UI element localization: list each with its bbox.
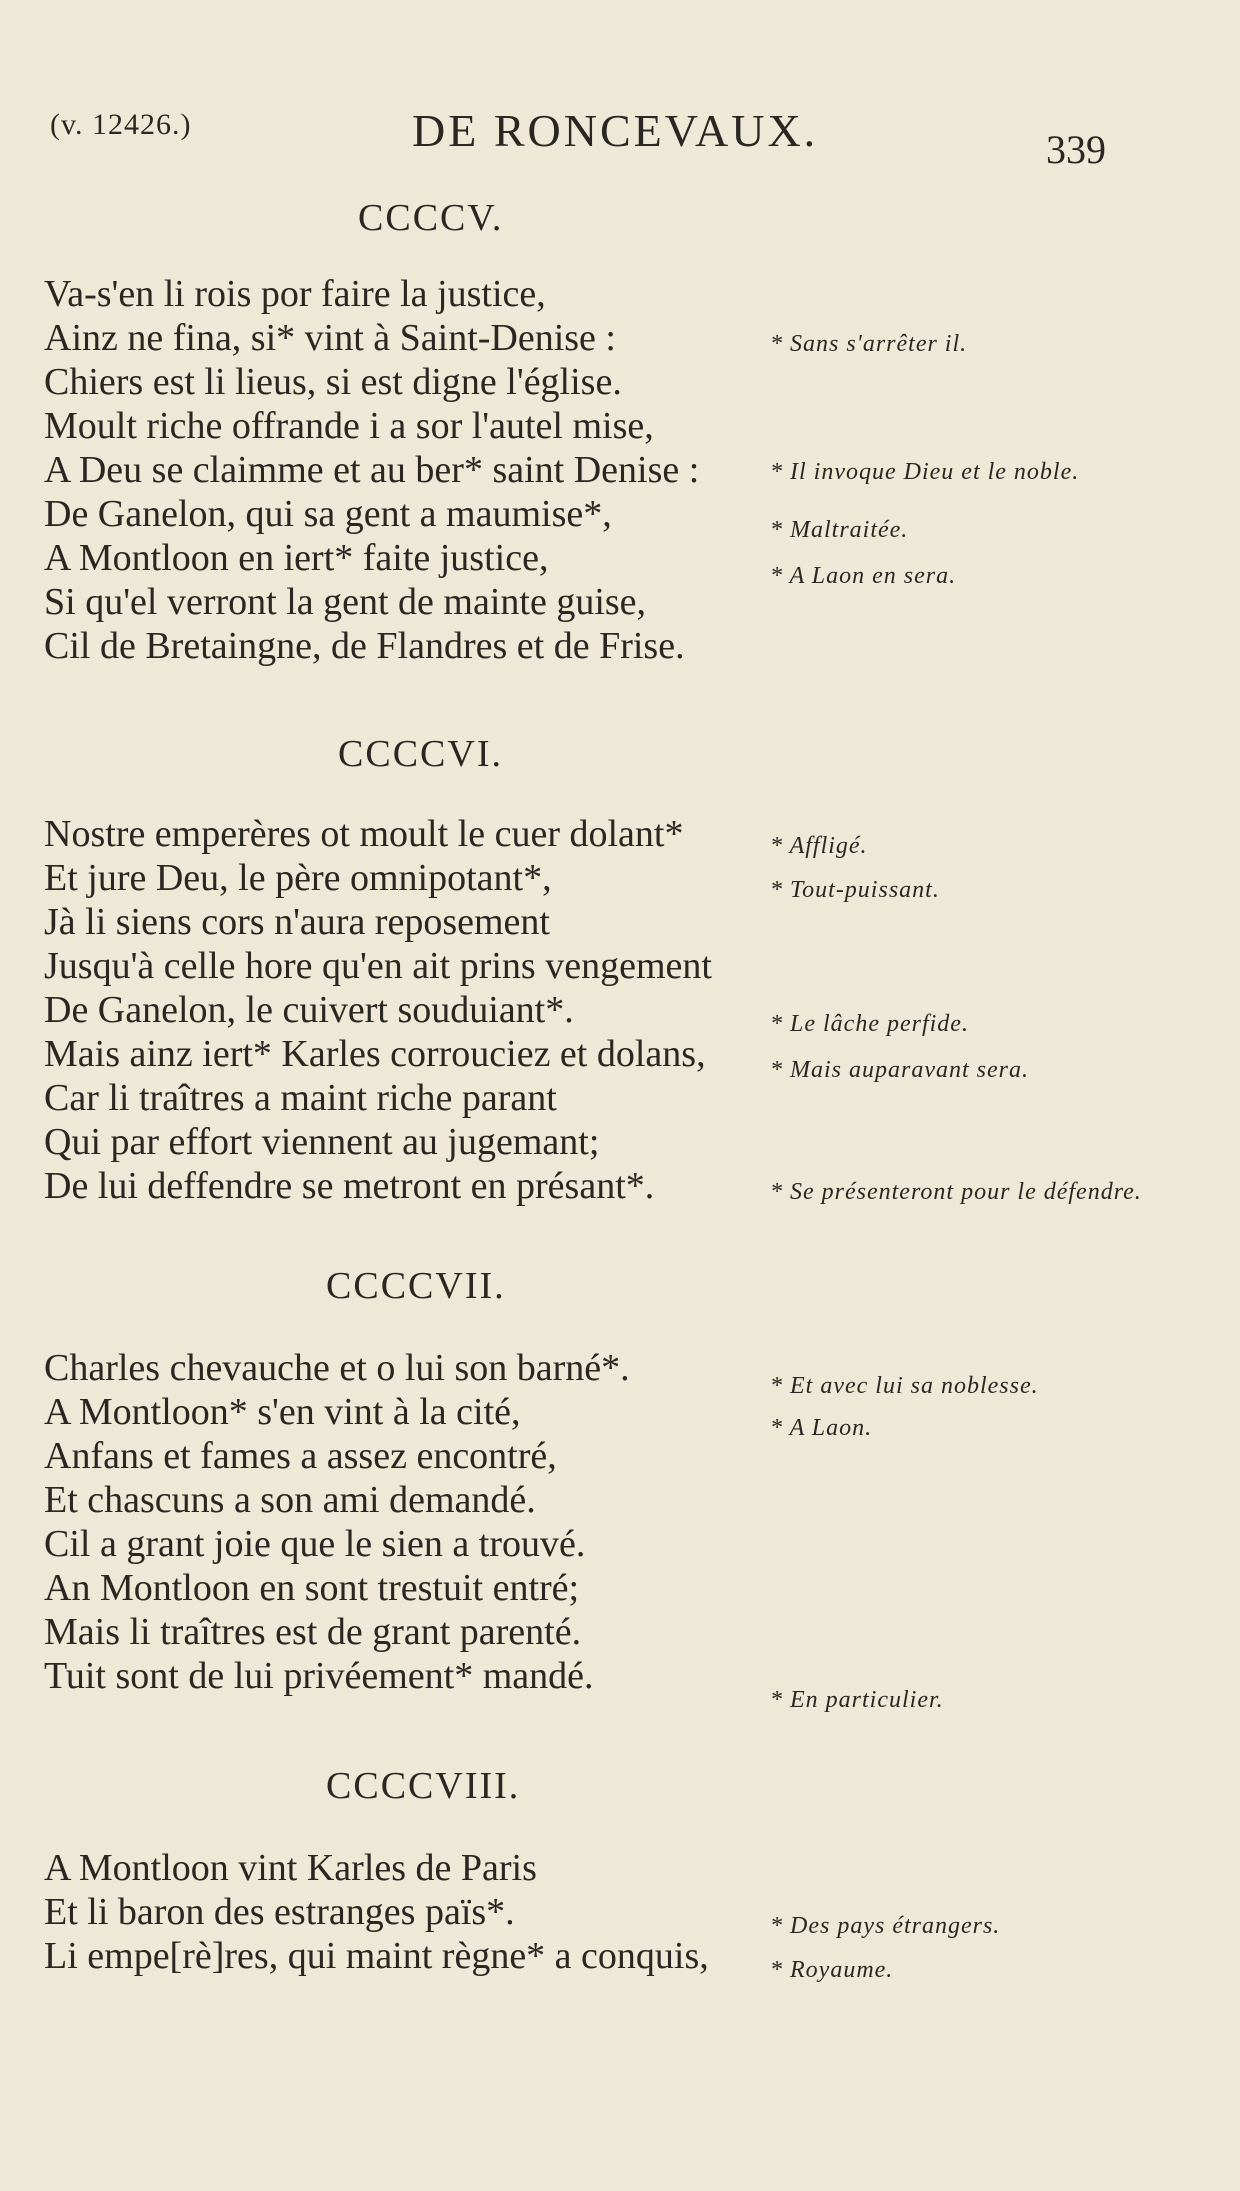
verse-line: De Ganelon, qui sa gent a maumise*, (44, 493, 612, 535)
footnote-gloss: * Et avec lui sa noblesse. (770, 1373, 1039, 1399)
footnote-gloss: * Mais auparavant sera. (770, 1057, 1029, 1083)
verse-line: Si qu'el verront la gent de mainte guise, (44, 581, 647, 623)
stanza-number: CCCCVI. (338, 733, 503, 775)
verse-line: Mais li traîtres est de grant parenté. (44, 1611, 582, 1653)
verse-line: Li empe[rè]res, qui maint règne* a conquis, (44, 1935, 709, 1977)
verse-line: A Montloon* s'en vint à la cité, (44, 1391, 521, 1433)
verse-line: Chiers est li lieus, si est digne l'église. (44, 361, 622, 403)
footnote-gloss: * A Laon en sera. (770, 563, 957, 589)
verse-line: Cil de Bretaingne, de Flandres et de Frise. (44, 625, 685, 667)
stanza-number: CCCCV. (358, 197, 504, 239)
running-head (44, 104, 1224, 172)
verse-line: A Montloon en iert* faite justice, (44, 537, 549, 579)
footnote-gloss: * Royaume. (770, 1957, 894, 1983)
verse-line: Qui par effort viennent au jugemant; (44, 1121, 600, 1163)
verse-line: Mais ainz iert* Karles corrouciez et dolans, (44, 1033, 706, 1075)
stanza-number: CCCCVIII. (326, 1765, 521, 1807)
verse-line: Et chascuns a son ami demandé. (44, 1479, 536, 1521)
verse-line: Et jure Deu, le père omnipotant*, (44, 857, 552, 899)
footnote-gloss: * En particulier. (770, 1687, 944, 1713)
verse-line: De Ganelon, le cuivert souduiant*. (44, 989, 574, 1031)
footnote-gloss: * Le lâche perfide. (770, 1011, 969, 1037)
footnote-gloss: * Il invoque Dieu et le noble. (770, 459, 1080, 485)
stanza-number: CCCCVII. (326, 1265, 506, 1307)
verse-line: Cil a grant joie que le sien a trouvé. (44, 1523, 586, 1565)
footnote-gloss: * Tout-puissant. (770, 877, 940, 903)
footnote-gloss: * Sans s'arrêter il. (770, 331, 968, 357)
verse-line: Jusqu'à celle hore qu'en ait prins vengement (44, 945, 712, 987)
verse-line: Ainz ne fina, si* vint à Saint-Denise : (44, 317, 616, 359)
running-title: DE RONCEVAUX. (412, 105, 819, 156)
verse-reference: (v. 12426.) (50, 108, 192, 141)
footnote-gloss: * Des pays étrangers. (770, 1913, 1001, 1939)
verse-line: Va-s'en li rois por faire la justice, (44, 273, 546, 315)
verse-line: Jà li siens cors n'aura reposement (44, 901, 550, 943)
verse-line: Car li traîtres a maint riche parant (44, 1077, 557, 1119)
verse-line: A Montloon vint Karles de Paris (44, 1847, 537, 1889)
verse-line: De lui deffendre se metront en présant*. (44, 1165, 655, 1207)
footnote-gloss: * Maltraitée. (770, 517, 909, 543)
verse-line: Moult riche offrande i a sor l'autel mise, (44, 405, 654, 447)
verse-line: Nostre emperères ot moult le cuer dolant* (44, 813, 684, 855)
page-number: 339 (1046, 127, 1106, 172)
verse-line: An Montloon en sont trestuit entré; (44, 1567, 580, 1609)
footnote-gloss: * Se présenteront pour le défendre. (770, 1179, 1142, 1205)
footnote-gloss: * Affligé. (770, 833, 868, 859)
footnote-gloss: * A Laon. (770, 1415, 873, 1441)
verse-line: Tuit sont de lui privéement* mandé. (44, 1655, 594, 1697)
verse-line: Charles chevauche et o lui son barné*. (44, 1347, 630, 1389)
verse-line: Anfans et fames a assez encontré, (44, 1435, 557, 1477)
verse-line: Et li baron des estranges païs*. (44, 1891, 515, 1933)
verse-line: A Deu se claimme et au ber* saint Denise : (44, 449, 700, 491)
